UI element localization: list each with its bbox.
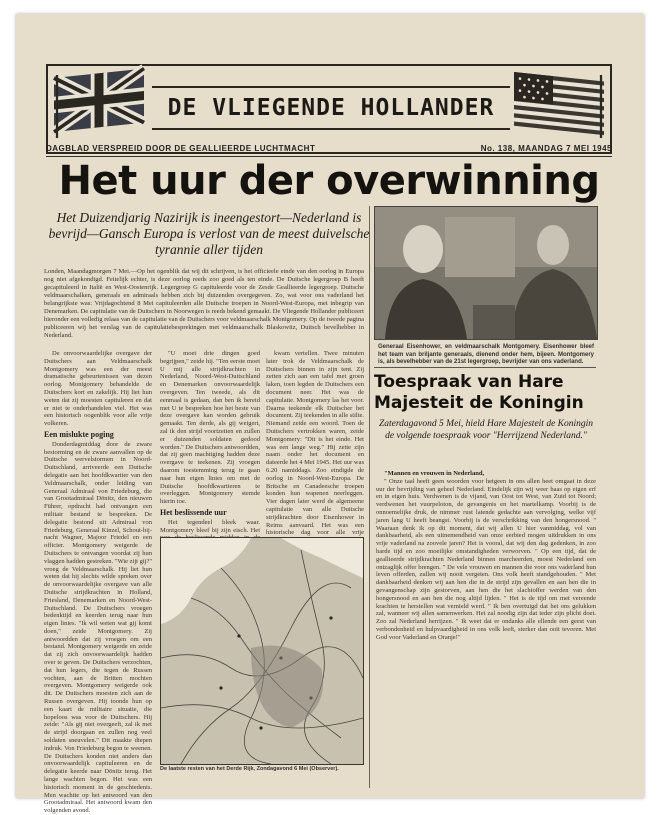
- photo-image: [375, 207, 597, 339]
- newspaper-title: DE VLIEGENDE HOLLANDER: [167, 95, 495, 121]
- article-col1-body: Donderdagmiddag door de zware bestorming en de zware aanvallen op de Duitsche wervelstormen in Noord-Duitschland, arriveerde een Duitsche delegatie aan het hoofdkwartier van den Veldmaarschalk, onder leiding van Generaal Admiraal von Friedeburg, die van Grootadmiraal Dönitz, den nieuwen Führer, opdracht had ontvangen een militair bestand te bespreken. De delegatie bestond uit Admiraal von Friedeburg, Generaal Kinzel, Schout-bij-nacht Wagner, Majoor Friedel en een officier. Montgomery weigerde de Duitschers te ontvangen voordat zij hun vlaggen hadden gestreken. "Wie zijt gij?" vroeg de Veldmaarschalk. Hij liet hun weten dat hij slechts wilde spreken over de onvoorwaardelijke overgave van alle Duitsche strijdkrachten in Holland, Friesland, Denemarken en Noord-West-Duitschland. De Duitschers vroegen bedenktijd en keerden terug naar hun eigen linies. "Ik wil weten wat gij komt doen," zeide Montgomery. Zij antwoordden dat zij vroegen om een bestand. Montgomery weigerde en zeide dat zij zich onvoorwaardelijk hadden over te geven. De Duitschers verzochten, dat hun legers, die tegen de Russen vochten, aan de Britten mochten overgeven. Montgomery weigerde ook dit. De Duitschers moesten zich aan de Russen overgeven. Hij toonde hun op een kaart de militaire situatie, die hopeloos was voor de Duitschers. Hij zeide: "Als gij niet overgeeft, zal ik met de strijd doorgaan en zullen nog veel soldaten sneuvelen." Dit maakte diepen indruk. Von Friedeburg begon te weenen. De Duitschers konden niet anders dan onvoorwaardelijk capituleeren en de delegatie keerde naar Dönitz terug. Het lange wachten begon. Het was een historisch moment in de geschiedenis. Men wachtte op het antwoord van den Grootadmiraal. Het antwoord kwam den volgenden avond.: [44, 440, 152, 815]
- masthead: [46, 64, 612, 154]
- masthead-subline: [46, 144, 612, 157]
- lead-paragraph: Londen, Maandagmorgen 7 Mei.—Op het ogenblik dat wij dit schrijven, is het officieele einde van den oorlog in Europa nog niet afgekondigd. Feitelijk echter, is deze oorlog reeds zoo goed als ten einde. De Duitsche legergroep B heeft gecapituleerd in Italië en West-Oostenrijk. Legergroep G capituleerde voor de Zesde Geallieerde legergroep. Duitsche veldmaarschalken, generaals en admiraals hebben zich bij duizenden overgegeven. Zo, wat voor ons vaderland het belangrijkste was: Vrijdagochtend 8 Mei capituleerden alle Duitsche troepen in Noord-West-Europa, met inbegrip van Denemarken. De capitulatie van de Duitschers in Noorwegen is reeds bekend gemaakt. De Vliegende Hollander publiceert hieronder een volledig relaas van de capitulatie van de Duitschers voor veldmaarschalk Montgomery. Op de tweede pagina publiceeren wij het verslag van de capitulatiebesprekingen met veldmaarschalk Blaskowitz, Duitsch bevelhebber in Nederland.: [44, 268, 364, 339]
- map-caption: De laatste resten van het Derde Rijk, Zondagavond 6 Mei (Observer).: [160, 766, 339, 772]
- map-image: [161, 538, 363, 764]
- tagline: DAGBLAD VERSPREID DOOR DE GEALLIEERDE LUCHTMACHT: [46, 144, 316, 153]
- article-col2-body: Het tegendeel bleek waar. Montgomery bleef bij zijn eisch. Het: [160, 518, 260, 534]
- section-divider: [374, 367, 596, 368]
- speech-title: Toespraak van Hare Majesteit de Koningin: [374, 372, 584, 413]
- issue-date: No. 138, MAANDAG 7 MEI 1945: [480, 144, 612, 153]
- article-col2-top: "U moet drie dingen goed begrijpen," zeide hij. "Ten eerste moet U mij alle strijdkrachten in Nederland, Noord-West-Duitschland en Denemarken onvoorwaardelijk overgeven. Ten tweede, als dit eenmaal is gedaan, dan ben ik bereid met U te bespreken hoe het beste van deze overgave kan worden gebruik gemaakt. Ten derde, als gij weigert, zal ik den strijd voortzetten en zullen er duizenden soldaten gedood worden." De Duitschers antwoordden, dat zij geen machtiging hadden deze overgave te teekenen. Zij vroegen daarom toestemming terug te gaan naar hun eigen linies om met de Duitsche hoofdkwartieren te overleggen. Montgomery stemde hierin toe.: [160, 350, 260, 506]
- speech-intro: Zaterdagavond 5 Mei, hield Hare Majesteit de Koningin de volgende toespraak voor "Herrijzend Nederland.": [378, 419, 594, 441]
- photo-caption: Generaal Eisenhower, en veldmaarschalk Montgomery. Eisenhower bleef het team van briljante generaals, dienend onder hem, bijeen. Montgomery is, als bevelhebber van de 21st legergroep, bevrijder van ons vaderland.: [378, 344, 594, 365]
- article-subtitle-2: Het beslissende uur: [160, 507, 227, 517]
- europe-map: [160, 537, 364, 765]
- article-column-1: [44, 350, 152, 815]
- speech-greeting: "Mannen en vrouwen in Nederland,: [384, 470, 485, 477]
- column-rule: [369, 206, 370, 788]
- article-column-2: [160, 350, 260, 534]
- headline-subhead: Het Duizendjarig Nazirijk is ineengestort—Nederland is bevrijd—Gansch Europa is verlost van de meest duivelsche tyrannie aller tijden: [48, 210, 370, 257]
- article-col3: kwam vertellen. Twee minuten later trok de Veldmaarschalk de Duitschers binnen in zijn tent. Zij zetten zich aan een tafel met groen laken, toen legden de Duitschers een document neer. Het was de capitulatie. Montgomery las het voor. Daarna teekende elk Duitscher het document. Zij teekenden in alle stilte. Niemand zeide een woord. Toen de Duitschers vertrokken waren, zeide Montgomery: "Dit is het einde. Het was een lange weg." Hij zette zijn naam onder het document en dateerde het 4 Mei 1945. Het uur was 6.20 namiddags. Zoo eindigde de oorlog in Noord-West-Europa. De Britsche en Canadeesche troepen konden hun wapenen neerleggen. Vier dagen later werd de algemeene capitulatie van alle Duitsche strijdkrachten door Eisenhower in Reims aanvaard. Het was een historische dag voor alle vrije: [266, 350, 365, 537]
- newspaper-title-box: [152, 86, 510, 130]
- speech-body: " Onze taal heeft geen woorden voor hetgeen in ons allen heet omgaat in deze uur der bevrijding van geheel Nederland. Eindelijk zijn wij weer baas op eigen erf en in eigen huis. Verdwenen is de vijand, van Oost tot West, van Zuid tot Noord; verdwenen het vuurpeloton, de gevangenis en het martelkamp. Voorbij is de onnoemelijke druk, de nimmer rust latende gedachte aan vervolging, welke vijf jaren lang U heeft beangst. Voorbij is de verschrikking van den hongersnood. " Waaraan denk ik op dit moment, dat wij allen U hier vanmiddag, vol van dankbaarheid, als een uitnemendheid van onze eerbied mogen uitdrukken in ons vrije vaderland na zoovele jaren? Het is vooral, dat wij den dag gedenken, in zoo harde tijd en zoo moeilijke omstandigheden verworven. " Op een tijd, dat de geallieerde strijdkrachten Nederland binnen marcheerden, moest Nederland een ontzaglijk offer brengen. " De vele vrouwen en mannen die voor ons vaderland hun leven offerden, zullen wij nooit vergeten. Ons volk heeft standgehouden. " Met dankbaarheid denken wij aan hen die in de strijd zijn gevallen en aan hen die in gevangenschap zijn gestorven, aan hen die het slachtoffer werden van den hongersnood en aan hen die nog altijd lijden. " Het is de tijd om met vereende krachten te herstellen wat vernield werd. " Ik ben overtuigd dat het ons gelukken zal, wanneer wij allen samenwerken. Het zal noodig zijn dat ieder zijn plicht doet. Zoo zal Nederland herrijzen. " Ik weet dat er ondanks alle ellende een geest van verbondenheid en hulpvaardigheid in ons volk leeft, sterker dan ooit tevoren. Met God voor Vaderland en Oranje!": [376, 477, 596, 641]
- union-jack-flag-icon: [54, 72, 144, 138]
- speech-column: [376, 470, 596, 788]
- main-headline: Het uur der overwinning: [58, 158, 600, 204]
- article-subtitle-1: Een mislukte poging: [44, 429, 114, 439]
- eisenhower-montgomery-photo: [374, 206, 598, 340]
- article-column-3: [266, 350, 365, 537]
- us-flag-icon: [514, 72, 604, 138]
- article-intro: De onvoorwaardelijke overgave der Duitschers aan Veldmaarschalk Montgomery was een der meest dramatische gebeurtenissen van dezen oorlog. Montgomery behandelde de Duitschers kort en zakelijk. Hij liet hun weten dat zij moesten capituleren en dat er niet te onderhandelen viel. Het was een historisch oogenblik voor alle vrije volkeren.: [44, 350, 152, 428]
